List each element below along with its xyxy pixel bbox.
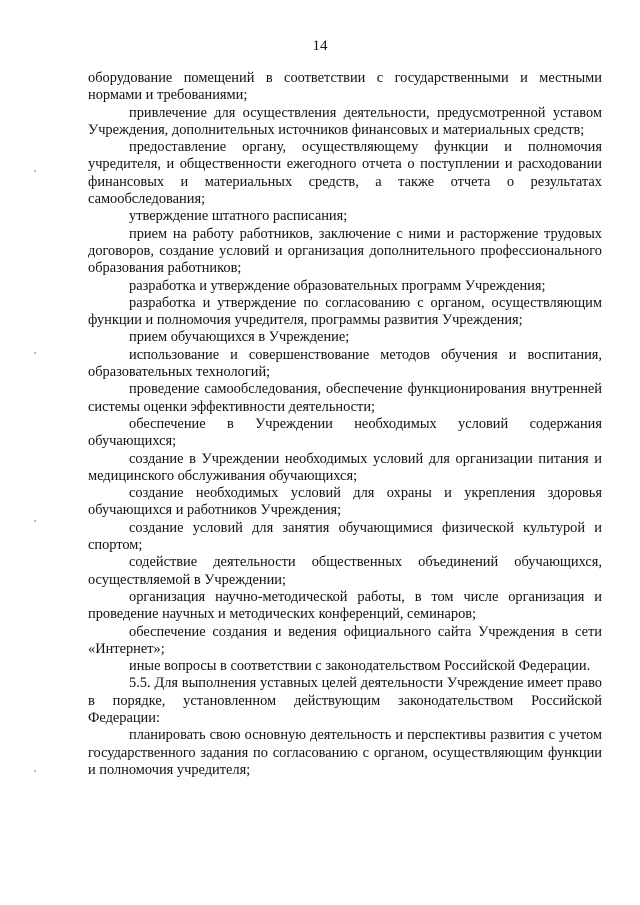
paragraph: создание в Учреждении необходимых условий для организации питания и медицинского обслуживания обучающихся; (88, 450, 602, 484)
scan-margin-mark (34, 770, 36, 772)
paragraph: утверждение штатного расписания; (129, 208, 348, 225)
paragraph: содействие деятельности общественных объединений обучающихся, осуществляемой в Учреждении; (88, 554, 602, 588)
scan-margin-mark (34, 520, 36, 522)
paragraph: создание необходимых условий для охраны и укрепления здоровья обучающихся и работников Учреждения; (88, 485, 602, 519)
paragraph: привлечение для осуществления деятельности, предусмотренной уставом Учреждения, дополнительных источников финансовых и материальных средств; (88, 104, 602, 138)
paragraph: 5.5. Для выполнения уставных целей деятельности Учреждение имеет право в порядке, установленном действующим законодательством Российской Федерации: (88, 675, 602, 726)
paragraph: проведение самообследования, обеспечение функционирования внутренней системы оценки эффективности деятельности; (88, 381, 602, 415)
document-body (88, 70, 602, 779)
paragraph: предоставление органу, осуществляющему функции и полномочия учредителя, и общественности ежегодного отчета о поступлении и расходовании финансовых и материальных средств, а также отчета о результатах самообследования; (88, 139, 602, 208)
paragraph: разработка и утверждение по согласованию с органом, осуществляющим функции и полномочия учредителя, программы развития Учреждения; (88, 294, 602, 329)
paragraph: организация научно-методической работы, в том числе организация и проведение научных и методических конференций, семинаров; (88, 588, 602, 623)
paragraph: разработка и утверждение образовательных программ Учреждения; (129, 277, 546, 294)
paragraph: создание условий для занятия обучающимися физической культурой и спортом; (88, 519, 602, 554)
paragraph: обеспечение создания и ведения официального сайта Учреждения в сети «Интернет»; (88, 623, 602, 657)
paragraph: прием обучающихся в Учреждение; (129, 329, 350, 346)
paragraph: использование и совершенствование методов обучения и воспитания, образовательных технологий; (88, 346, 602, 381)
paragraph: прием на работу работников, заключение с ними и расторжение трудовых договоров, создание условий и организация дополнительного профессионального образования работников; (88, 225, 602, 277)
paragraph: обеспечение в Учреждении необходимых условий содержания обучающихся; (88, 415, 602, 450)
page-number: 14 (312, 38, 328, 54)
paragraph: оборудование помещений в соответствии с государственными и местными нормами и требованиями; (88, 70, 602, 104)
paragraph: планировать свою основную деятельность и перспективы развития с учетом государственного задания по согласованию с органом, осуществляющим функции и полномочия учредителя; (88, 727, 602, 778)
scan-margin-mark (34, 170, 36, 172)
paragraph: иные вопросы в соответствии с законодательством Российской Федерации. (129, 658, 591, 675)
scan-margin-mark (34, 352, 36, 354)
